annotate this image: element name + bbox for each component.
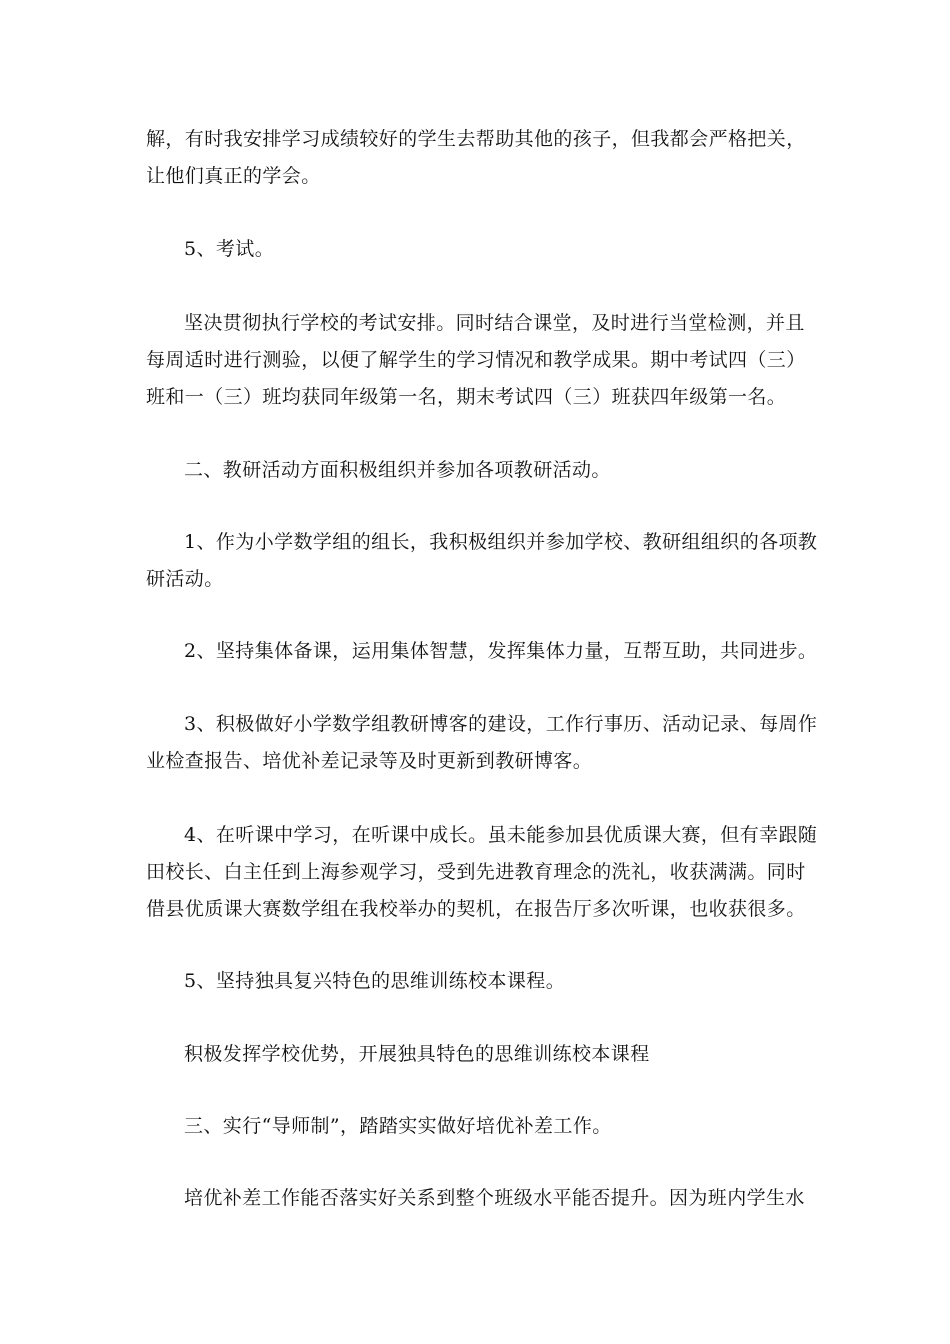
paragraph-exam-results <box>146 305 808 416</box>
text-line: 田校长、白主任到上海参观学习，受到先进教育理念的洗礼，收获满满。同时 <box>146 861 806 883</box>
text-line: 培优补差工作能否落实好关系到整个班级水平能否提升。因为班内学生水 <box>184 1187 805 1209</box>
text-line: 2、坚持集体备课，运用集体智慧，发挥集体力量，互帮互助，共同进步。 <box>184 640 818 662</box>
text-line: 解，有时我安排学习成绩较好的学生去帮助其他的孩子，但我都会严格把关， <box>146 128 806 150</box>
section-heading-teaching-research <box>146 452 846 489</box>
paragraph-thinking-course <box>146 963 846 1000</box>
text-line: 坚决贯彻执行学校的考试安排。同时结合课堂，及时进行当堂检测，并且 <box>184 312 805 334</box>
paragraph-collective-prep <box>146 633 846 670</box>
text-line: 5、考试。 <box>184 238 275 260</box>
paragraph-group-leader <box>146 524 818 598</box>
text-line: 借县优质课大赛数学组在我校举办的契机，在报告厅多次听课，也收获很多。 <box>146 898 806 920</box>
text-line: 每周适时进行测验，以便了解学生的学习情况和教学成果。期中考试四（三） <box>146 349 806 371</box>
paragraph-school-advantage <box>146 1036 846 1073</box>
heading-exam <box>146 231 846 268</box>
text-line: 3、积极做好小学数学组教研博客的建设，工作行事历、活动记录、每周作 <box>184 713 818 735</box>
text-line: 让他们真正的学会。 <box>146 165 321 187</box>
section-heading-mentor-system <box>146 1108 846 1145</box>
text-line: 5、坚持独具复兴特色的思维训练校本课程。 <box>184 970 566 992</box>
text-line: 积极发挥学校优势，开展独具特色的思维训练校本课程 <box>184 1043 650 1065</box>
text-line: 三、实行“导师制”，踏踏实实做好培优补差工作。 <box>184 1115 612 1137</box>
text-line: 4、在听课中学习，在听课中成长。虽未能参加县优质课大赛，但有幸跟随 <box>184 824 818 846</box>
text-line: 二、教研活动方面积极组织并参加各项教研活动。 <box>184 459 611 481</box>
paragraph-blog <box>146 706 818 780</box>
text-line: 研活动。 <box>146 568 224 590</box>
paragraph-lesson-observation <box>146 817 818 928</box>
text-line: 1、作为小学数学组的组长，我积极组织并参加学校、教研组组织的各项教 <box>184 531 818 553</box>
paragraph-help-students <box>146 121 808 195</box>
text-line: 班和一（三）班均获同年级第一名，期末考试四（三）班获四年级第一名。 <box>146 386 787 408</box>
text-line: 业检查报告、培优补差记录等及时更新到教研博客。 <box>146 750 593 772</box>
paragraph-tutoring <box>146 1180 846 1217</box>
